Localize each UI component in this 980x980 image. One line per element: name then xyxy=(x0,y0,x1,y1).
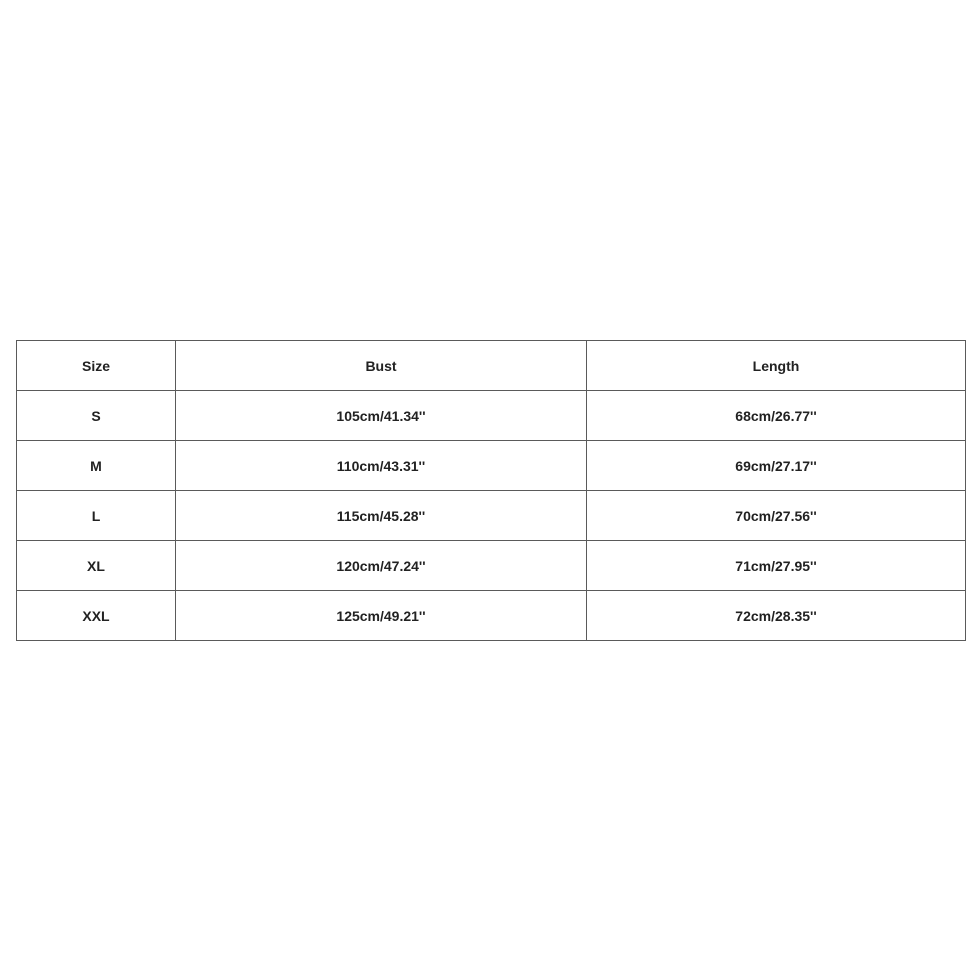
table-row xyxy=(17,441,966,491)
size-cell: M xyxy=(17,441,176,491)
bust-cell: 120cm/47.24'' xyxy=(176,541,587,591)
size-chart-table xyxy=(16,340,966,641)
size-cell: S xyxy=(17,391,176,441)
size-cell: XXL xyxy=(17,591,176,641)
table-row xyxy=(17,541,966,591)
header-bust: Bust xyxy=(176,341,587,391)
length-cell: 68cm/26.77'' xyxy=(587,391,966,441)
header-length: Length xyxy=(587,341,966,391)
bust-cell: 115cm/45.28'' xyxy=(176,491,587,541)
bust-cell: 125cm/49.21'' xyxy=(176,591,587,641)
table-row xyxy=(17,391,966,441)
header-size: Size xyxy=(17,341,176,391)
table-header-row xyxy=(17,341,966,391)
table-row xyxy=(17,591,966,641)
size-cell: XL xyxy=(17,541,176,591)
length-cell: 69cm/27.17'' xyxy=(587,441,966,491)
table-row xyxy=(17,491,966,541)
length-cell: 72cm/28.35'' xyxy=(587,591,966,641)
bust-cell: 110cm/43.31'' xyxy=(176,441,587,491)
size-cell: L xyxy=(17,491,176,541)
length-cell: 70cm/27.56'' xyxy=(587,491,966,541)
length-cell: 71cm/27.95'' xyxy=(587,541,966,591)
bust-cell: 105cm/41.34'' xyxy=(176,391,587,441)
